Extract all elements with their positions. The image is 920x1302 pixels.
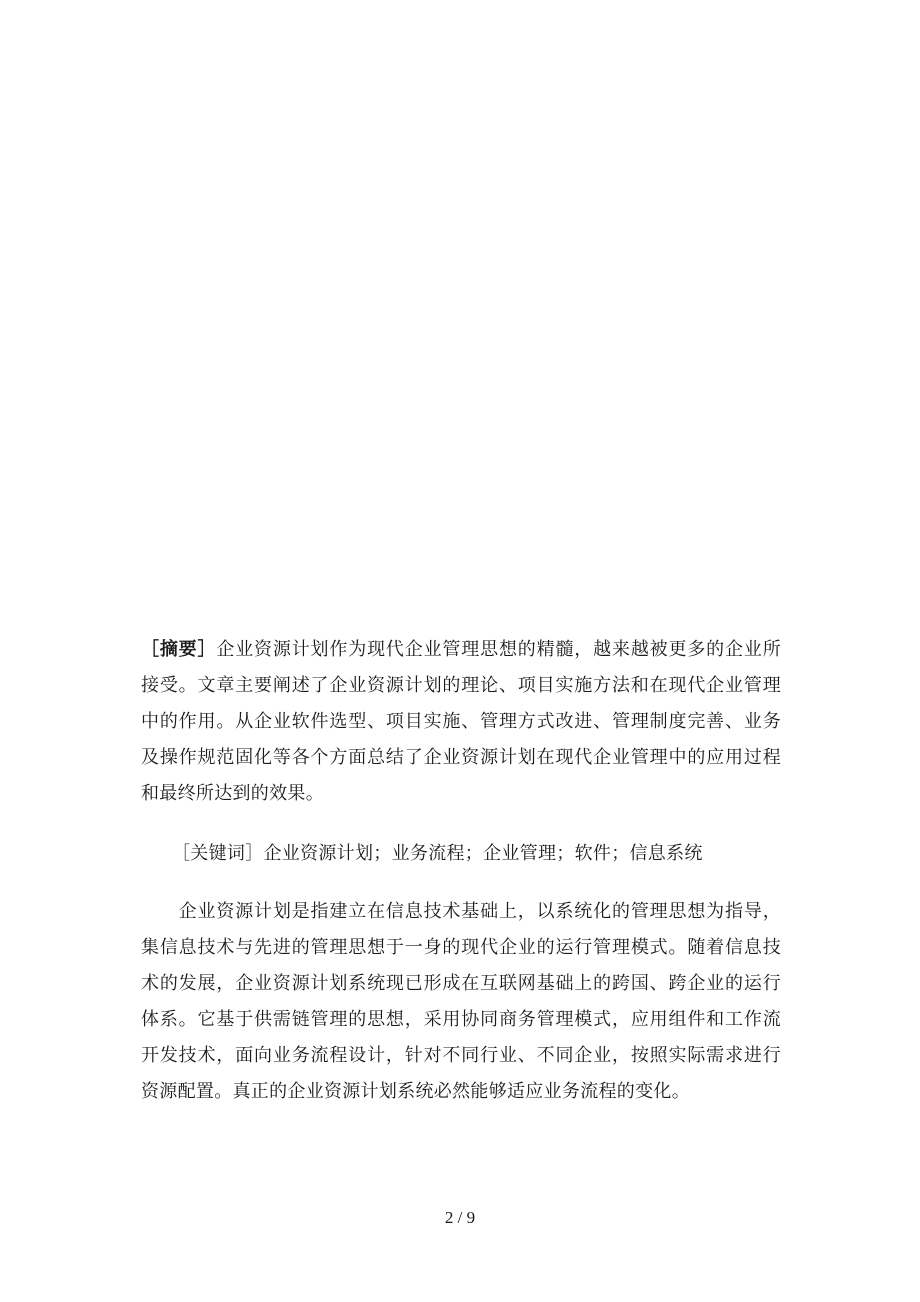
- body-line-3: 术的发展，企业资源计划系统现已形成在互联网基础上的跨国、跨企业的运行: [141, 973, 781, 994]
- body-line-6: 资源配置。真正的企业资源计划系统必然能够适应业务流程的变化。: [141, 1081, 690, 1102]
- body-line-2: 集信息技术与先进的管理思想于一身的现代企业的运行管理模式。随着信息技: [141, 937, 781, 958]
- abstract-line-3: 中的作用。从企业软件选型、项目实施、管理方式改进、管理制度完善、业务: [141, 711, 781, 732]
- abstract-line-1: [141, 632, 781, 668]
- keywords-paragraph: [172, 836, 781, 872]
- abstract-label: ［摘要］: [141, 639, 217, 660]
- abstract-line-5: 和最终所达到的效果。: [141, 783, 324, 804]
- keywords-line: [172, 836, 781, 872]
- abstract-text: 企业资源计划作为现代企业管理思想的精髓，越来越被更多的企业所: [216, 639, 781, 660]
- body-paragraph: [141, 894, 781, 1110]
- abstract-paragraph: [141, 632, 781, 812]
- body-line-1: 企业资源计划是指建立在信息技术基础上，以系统化的管理思想为指导，: [141, 901, 781, 922]
- body-line-4: 体系。它基于供需链管理的思想，采用协同商务管理模式，应用组件和工作流: [141, 1009, 781, 1030]
- body-line-5: 开发技术，面向业务流程设计，针对不同行业、不同企业，按照实际需求进行: [141, 1045, 781, 1066]
- abstract-line-4: 及操作规范固化等各个方面总结了企业资源计划在现代企业管理中的应用过程: [141, 747, 781, 768]
- page-number: 2 / 9: [444, 1208, 476, 1227]
- keywords-text: 企业资源计划；业务流程；企业管理；软件；信息系统: [263, 843, 703, 864]
- keywords-label: ［关键词］: [172, 843, 264, 864]
- abstract-line-2: 接受。文章主要阐述了企业资源计划的理论、项目实施方法和在现代企业管理: [141, 675, 781, 696]
